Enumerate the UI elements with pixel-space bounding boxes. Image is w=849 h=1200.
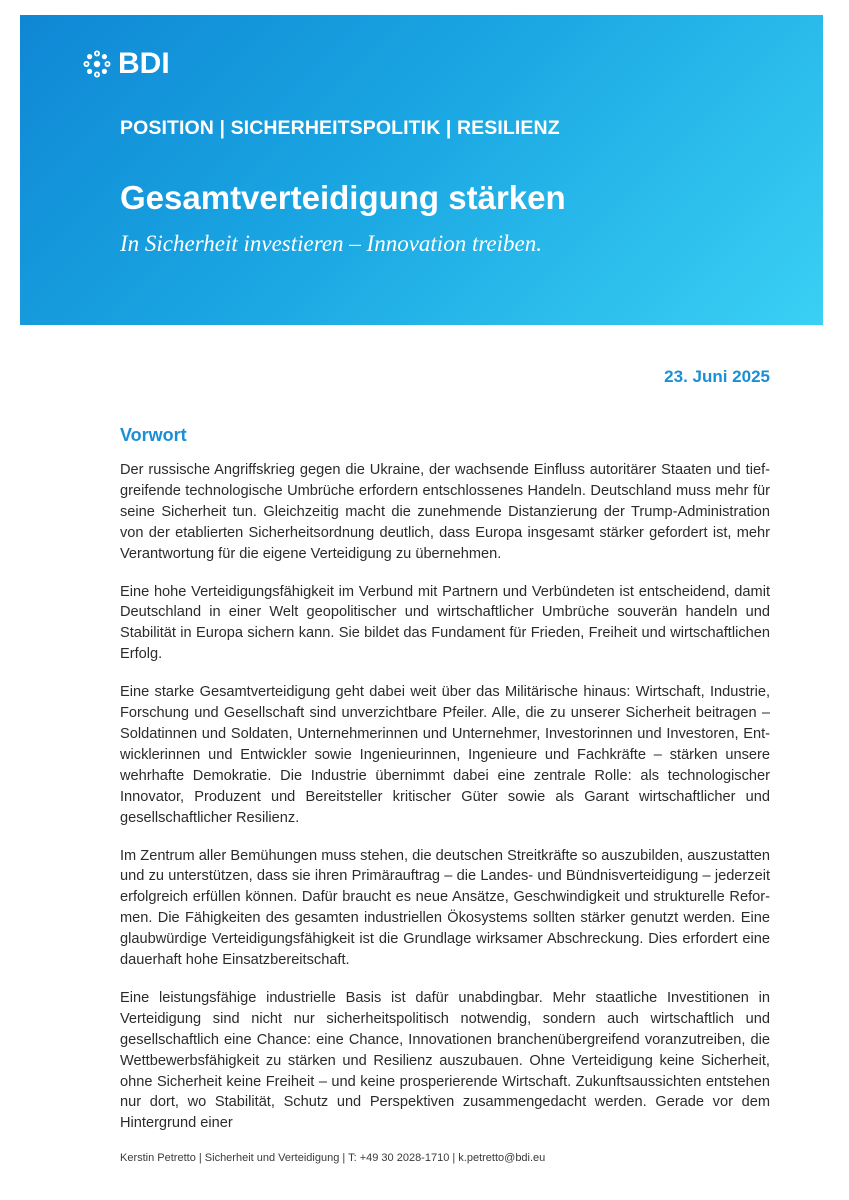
page-title: Gesamtverteidigung stärken — [120, 179, 566, 216]
footer-contact: Kerstin Petretto | Sicherheit und Verteidigung | T: +49 30 2028-1710 | k.petretto@bdi.eu — [120, 1152, 546, 1164]
page-subtitle: In Sicherheit investieren – Innovation treiben. — [120, 231, 542, 256]
bdi-logo — [82, 49, 170, 79]
document-category: POSITION | SICHERHEITSPOLITIK | RESILIENZ — [120, 117, 560, 139]
bdi-logo-icon — [82, 49, 112, 79]
header-banner — [20, 15, 823, 325]
paragraph: Eine leistungsfähige industrielle Basis ist dafür unabdingbar. Mehr staatliche Investitionen in Verteidigung sind nicht nur sicherheitspolitisch notwendig, sondern auch wirtschaftlich und gesellschaftlich eine Chance: eine Chance, Innovationen branchenübergreifend voranzutreiben, die Wettbewerbsfähigkeit zu stärken und Resilienz auszubauen. Ohne Verteidigung keine Sicherheit, ohne Sicherheit keine Freiheit – und keine prosperierende Wirtschaft. Zukunftsaussichten entstehen nur dort, wo Stabilität, Schutz und Perspektiven zusammengedacht werden. Gerade vor dem Hintergrund einer — [120, 989, 770, 1132]
paragraph: Im Zentrum aller Bemühungen muss stehen, die deutschen Streitkräfte so auszubilden, auszustatten und zu unterstützen, dass sie ihren Primärauftrag – die Landes- und Bündnisverteidigung – jederzeit erfolgreich erfüllen können. Dafür braucht es neue Ansätze, Geschwindigkeit und strukturelle Reformen. Die Fähigkeiten des gesamten industriellen Ökosystems sollten stärker genutzt werden. Eine glaubwürdige Verteidigungsfähigkeit ist die Grundlage wirksamer Abschreckung. Dies erfordert eine dauerhaft hohe Einsatzbereitschaft. — [120, 847, 770, 969]
paragraph: Der russische Angriffskrieg gegen die Ukraine, der wachsende Einfluss autoritärer Staaten und tiefgreifende technologische Umbrüche erfordern entschlossenes Handeln. Deutschland muss mehr für seine Sicherheit tun. Gleichzeitig macht die zunehmende Distanzierung der Trump-Administration von der etablierten Sicherheitsordnung deutlich, dass Europa insgesamt stärker gefordert ist, mehr Verantwortung für die eigene Verteidigung zu übernehmen. — [120, 462, 770, 562]
publication-date: 23. Juni 2025 — [664, 367, 770, 386]
body-text — [120, 460, 770, 1151]
section-heading: Vorwort — [120, 425, 187, 445]
paragraph: Eine starke Gesamtverteidigung geht dabei weit über das Militärische hinaus: Wirtschaft, Industrie, Forschung und Gesellschaft sind unverzichtbare Pfeiler. Alle, die zu unserer Sicherheit beitragen – Soldatinnen und Soldaten, Unternehmerinnen und Unternehmer, Investorinnen und Investoren, Entwicklerinnen und Entwickler sowie Ingenieurinnen, Ingenieure und Fachkräfte – stärken unsere wehrhafte Demokratie. Die Industrie übernimmt dabei eine zentrale Rolle: als technologischer Innovator, Produzent und Bereitsteller kritischer Güter sowie als Garant wirtschaftlicher und gesellschaftlicher Resilienz. — [120, 684, 770, 826]
logo-text: BDI — [118, 47, 170, 80]
paragraph: Eine hohe Verteidigungsfähigkeit im Verbund mit Partnern und Verbündeten ist entscheidend, damit Deutschland in einer Welt geopolitischer und wirtschaftlicher Umbrüche souverän handeln und Stabilität in Europa sichern kann. Sie bildet das Fundament für Frieden, Freiheit und wirtschaftlichen Erfolg. — [120, 583, 770, 663]
